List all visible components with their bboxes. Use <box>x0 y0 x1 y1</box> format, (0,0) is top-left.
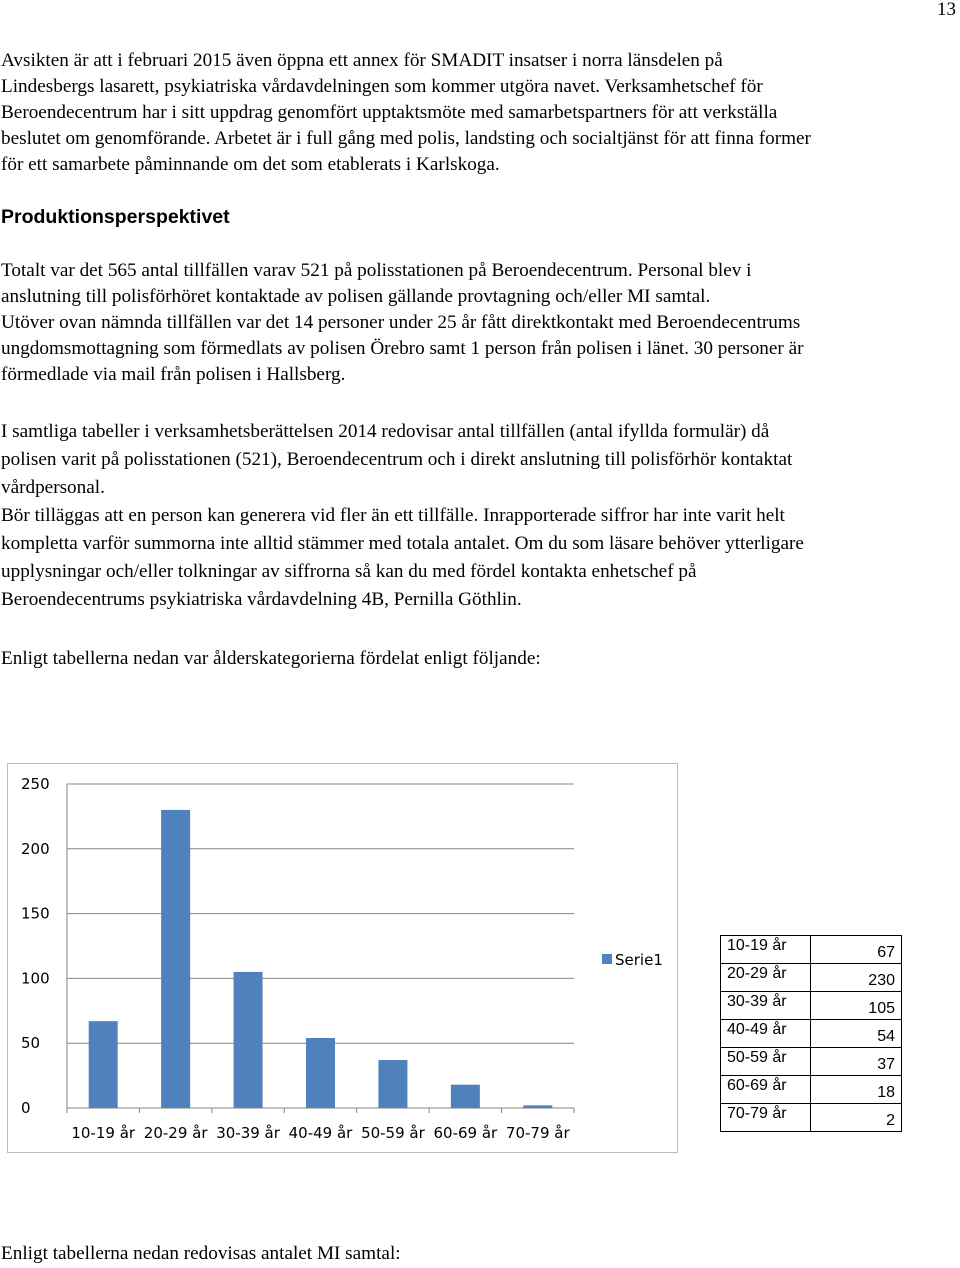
text-line: polisen varit på polisstationen (521), Beroendecentrum och i direkt anslutning till polisförhör kontaktat <box>1 449 793 470</box>
table-cell-label: 30-39 år <box>721 992 811 1020</box>
y-tick-label: 0 <box>21 1099 31 1117</box>
bar <box>89 1021 118 1108</box>
bar <box>378 1060 407 1108</box>
bar <box>306 1038 335 1108</box>
table-cell-value: 105 <box>811 992 902 1020</box>
table-cell-label: 10-19 år <box>721 936 811 964</box>
table-cell-label: 20-29 år <box>721 964 811 992</box>
x-tick-label: 60-69 år <box>433 1124 498 1142</box>
mi-sessions-intro: Enligt tabellerna nedan redovisas antalet MI samtal: <box>1 1243 401 1264</box>
y-tick-label: 150 <box>21 904 50 923</box>
bar <box>161 810 190 1108</box>
table-row <box>721 964 902 992</box>
y-tick-label: 100 <box>21 969 50 988</box>
age-bar-chart <box>7 763 678 1153</box>
text-line: beslutet om genomförande. Arbetet är i full gång med polis, landsting och socialtjänst för att finna former <box>1 128 811 149</box>
table-cell-label: 70-79 år <box>721 1104 811 1132</box>
y-tick-label: 200 <box>21 839 50 858</box>
section-heading: Produktionsperspektivet <box>1 206 230 228</box>
table-row <box>721 992 902 1020</box>
intro-paragraph <box>1 48 959 178</box>
table-cell-value: 2 <box>811 1104 902 1132</box>
table-row <box>721 1048 902 1076</box>
table-row <box>721 1104 902 1132</box>
age-categories-intro: Enligt tabellerna nedan var ålderskategorierna fördelat enligt följande: <box>1 648 541 669</box>
text-line: Avsikten är att i februari 2015 även öppna ett annex för SMADIT insatser i norra länsdelen på <box>1 50 723 71</box>
text-line: kompletta varför summorna inte alltid stämmer med totala antalet. Om du som läsare behöver ytterligare <box>1 533 804 554</box>
table-row <box>721 1020 902 1048</box>
x-tick-label: 20-29 år <box>143 1124 208 1142</box>
text-line: för ett samarbete påminnande om det som etablerats i Karlskoga. <box>1 154 500 175</box>
table-cell-label: 50-59 år <box>721 1048 811 1076</box>
text-line: I samtliga tabeller i verksamhetsberättelsen 2014 redovisar antal tillfällen (antal ifyllda formulär) då <box>1 421 770 442</box>
x-tick-label: 40-49 år <box>288 1124 353 1142</box>
page-number: 13 <box>937 0 956 20</box>
table-cell-label: 60-69 år <box>721 1076 811 1104</box>
tables-explanation-paragraph <box>1 418 959 614</box>
table-cell-value: 67 <box>811 936 902 964</box>
table-cell-label: 40-49 år <box>721 1020 811 1048</box>
production-paragraph <box>1 258 959 388</box>
bar <box>451 1085 480 1108</box>
bar <box>523 1105 552 1108</box>
legend-swatch <box>602 954 612 964</box>
text-line: Totalt var det 565 antal tillfällen varav 521 på polisstationen på Beroendecentrum. Personal blev i <box>1 260 752 281</box>
x-tick-label: 10-19 år <box>71 1124 136 1142</box>
text-line: anslutning till polisförhöret kontaktade av polisen gällande provtagning och/eller MI samtal. <box>1 286 711 307</box>
bar <box>234 972 263 1108</box>
table-row <box>721 1076 902 1104</box>
text-line: ungdomsmottagning som förmedlats av polisen Örebro samt 1 person från polisen i länet. 30 personer är <box>1 338 804 359</box>
text-line: Beroendecentrums psykiatriska vårdavdelning 4B, Pernilla Göthlin. <box>1 589 522 610</box>
table-row <box>721 936 902 964</box>
x-tick-label: 50-59 år <box>361 1124 425 1142</box>
x-tick-label: 30-39 år <box>216 1124 280 1142</box>
y-tick-label: 250 <box>21 775 50 793</box>
x-tick-label: 70-79 år <box>505 1124 570 1142</box>
text-line: förmedlade via mail från polisen i Hallsberg. <box>1 364 346 385</box>
y-tick-label: 50 <box>21 1034 41 1053</box>
text-line: Beroendecentrum har i sitt uppdrag genomfört upptaktsmöte med samarbetspartners för att verkställa <box>1 102 778 123</box>
text-line: Utöver ovan nämnda tillfällen var det 14 personer under 25 år fått direktkontakt med Beroendecentrums <box>1 312 801 333</box>
text-line: Bör tilläggas att en person kan generera vid fler än ett tillfälle. Inrapporterade siffror har inte varit helt <box>1 505 785 526</box>
legend-label: Serie1 <box>615 951 663 969</box>
text-line: upplysningar och/eller tolkningar av siffrorna så kan du med fördel kontakta enhetschef på <box>1 561 697 582</box>
table-cell-value: 230 <box>811 964 902 992</box>
age-data-table <box>720 935 902 1132</box>
chart-canvas <box>8 764 679 1154</box>
table-cell-value: 54 <box>811 1020 902 1048</box>
table-cell-value: 18 <box>811 1076 902 1104</box>
table-cell-value: 37 <box>811 1048 902 1076</box>
text-line: vårdpersonal. <box>1 477 105 498</box>
text-line: Lindesbergs lasarett, psykiatriska vårdavdelningen som kommer utgöra navet. Verksamhetschef för <box>1 76 763 97</box>
